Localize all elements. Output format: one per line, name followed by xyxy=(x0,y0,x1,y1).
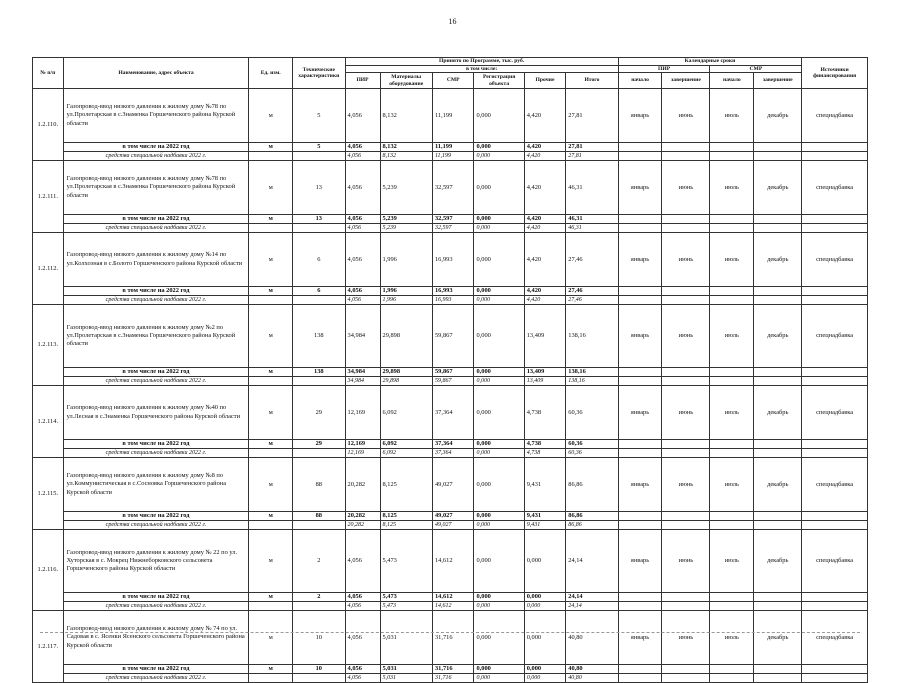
special-allowance-row xyxy=(33,521,868,530)
value-mat: 5,031 xyxy=(380,611,432,665)
total-reg: 0,000 xyxy=(474,512,524,521)
total-total: 138,16 xyxy=(566,368,618,377)
unit: м xyxy=(249,593,293,602)
value-total: 138,16 xyxy=(566,305,618,368)
value-smr: 32,597 xyxy=(432,161,474,215)
date-ps: январь xyxy=(618,89,662,143)
value-smr: 11,199 xyxy=(432,89,474,143)
value-mat: 5,473 xyxy=(380,530,432,593)
row-number: 1.2.112. xyxy=(33,233,64,305)
value-other: 0,000 xyxy=(524,530,566,593)
value-pir: 20,282 xyxy=(345,458,380,512)
value-pir: 12,169 xyxy=(345,386,380,440)
special-allowance-label: средства специальной надбавки 2022 г. xyxy=(63,296,249,305)
total-2022-row xyxy=(33,593,868,602)
value-total: 60,36 xyxy=(566,386,618,440)
header-cal-smr: СМР xyxy=(710,65,802,73)
spec-other: 4,420 xyxy=(524,152,566,161)
date-pe: июнь xyxy=(662,530,710,593)
special-allowance-label: средства специальной надбавки 2022 г. xyxy=(63,224,249,233)
value-mat: 6,092 xyxy=(380,386,432,440)
special-allowance-row xyxy=(33,152,868,161)
unit: м xyxy=(249,215,293,224)
total-reg: 0,000 xyxy=(474,287,524,296)
spec-total: 60,36 xyxy=(566,449,618,458)
spec-other: 4,738 xyxy=(524,449,566,458)
row-number: 1.2.110. xyxy=(33,89,64,161)
total-2022-label: в том числе на 2022 год xyxy=(63,593,249,602)
program-table xyxy=(32,57,868,683)
total-reg: 0,000 xyxy=(474,215,524,224)
spec-mat: 1,996 xyxy=(380,296,432,305)
spec-mat: 29,898 xyxy=(380,377,432,386)
tech: 10 xyxy=(293,611,345,665)
total-other: 9,431 xyxy=(524,512,566,521)
total-mat: 6,092 xyxy=(380,440,432,449)
funding-source: спецнадбавка xyxy=(802,386,868,440)
header-name: Наименование, адрес объекта xyxy=(63,58,249,89)
spec-pir: 12,169 xyxy=(345,449,380,458)
date-ss: июль xyxy=(710,458,754,512)
value-other: 4,738 xyxy=(524,386,566,440)
row-number: 1.2.117. xyxy=(33,611,64,683)
spec-total: 24,14 xyxy=(566,602,618,611)
value-other: 0,000 xyxy=(524,611,566,665)
value-total: 40,80 xyxy=(566,611,618,665)
unit: м xyxy=(249,368,293,377)
date-pe: июнь xyxy=(662,89,710,143)
total-other: 0,000 xyxy=(524,593,566,602)
spec-smr: 37,364 xyxy=(432,449,474,458)
special-allowance-label: средства специальной надбавки 2022 г. xyxy=(63,602,249,611)
date-pe: июнь xyxy=(662,611,710,665)
value-total: 24,14 xyxy=(566,530,618,593)
total-pir: 20,282 xyxy=(345,512,380,521)
date-ss: июль xyxy=(710,305,754,368)
spec-total: 138,16 xyxy=(566,377,618,386)
unit: м xyxy=(249,512,293,521)
spec-smr: 14,612 xyxy=(432,602,474,611)
spec-smr: 49,027 xyxy=(432,521,474,530)
date-ss: июль xyxy=(710,233,754,287)
object-row xyxy=(33,89,868,143)
funding-source: спецнадбавка xyxy=(802,611,868,665)
special-allowance-row xyxy=(33,224,868,233)
total-smr: 14,612 xyxy=(432,593,474,602)
date-ps: январь xyxy=(618,305,662,368)
value-total: 46,31 xyxy=(566,161,618,215)
funding-source: спецнадбавка xyxy=(802,305,868,368)
spec-pir: 4,056 xyxy=(345,296,380,305)
special-allowance-label: средства специальной надбавки 2022 г. xyxy=(63,521,249,530)
object-row xyxy=(33,305,868,368)
total-total: 86,86 xyxy=(566,512,618,521)
spec-pir: 4,056 xyxy=(345,224,380,233)
special-allowance-row xyxy=(33,449,868,458)
total-smr: 49,027 xyxy=(432,512,474,521)
value-mat: 8,125 xyxy=(380,458,432,512)
spec-reg: 0,000 xyxy=(474,152,524,161)
header-source: Источники финансирования xyxy=(802,58,868,89)
total-2022-row xyxy=(33,287,868,296)
total-smr: 59,867 xyxy=(432,368,474,377)
total-smr: 31,716 xyxy=(432,665,474,674)
total-reg: 0,000 xyxy=(474,593,524,602)
total-pir: 4,056 xyxy=(345,143,380,152)
spec-mat: 8,125 xyxy=(380,521,432,530)
object-name: Газопровод-ввод низкого давления к жилому дому № 74 по ул. Садовая в с. Ясенки Ясенского сельсовета Горшеченского района Курской области xyxy=(63,611,249,665)
value-smr: 31,716 xyxy=(432,611,474,665)
tech: 138 xyxy=(293,305,345,368)
value-reg: 0,000 xyxy=(474,233,524,287)
total-2022-row xyxy=(33,440,868,449)
total-2022-label: в том числе на 2022 год xyxy=(63,512,249,521)
total-smr: 32,597 xyxy=(432,215,474,224)
date-pe: июнь xyxy=(662,161,710,215)
page-number: 16 xyxy=(448,17,457,26)
funding-source: спецнадбавка xyxy=(802,458,868,512)
total-pir: 12,169 xyxy=(345,440,380,449)
tech: 6 xyxy=(293,233,345,287)
tech: 88 xyxy=(293,512,345,521)
header-pir: ПИР xyxy=(345,73,380,89)
total-total: 40,80 xyxy=(566,665,618,674)
total-mat: 8,125 xyxy=(380,512,432,521)
total-pir: 34,984 xyxy=(345,368,380,377)
date-se: декабрь xyxy=(754,305,802,368)
date-pe: июнь xyxy=(662,458,710,512)
date-se: декабрь xyxy=(754,89,802,143)
header-smr-end: завершение xyxy=(754,73,802,89)
total-2022-label: в том числе на 2022 год xyxy=(63,368,249,377)
total-reg: 0,000 xyxy=(474,665,524,674)
value-pir: 4,056 xyxy=(345,161,380,215)
total-smr: 11,199 xyxy=(432,143,474,152)
special-allowance-row xyxy=(33,296,868,305)
header-tech: Технические характеристики xyxy=(293,58,345,89)
header-including: в том числе: xyxy=(345,65,618,73)
header-cal-pir: ПИР xyxy=(618,65,710,73)
value-mat: 29,898 xyxy=(380,305,432,368)
object-name: Газопровод-ввод низкого давления к жилому дому №78 по ул.Пролетарская в с.Знаменка Горшеченского района Курской области xyxy=(63,89,249,143)
date-pe: июнь xyxy=(662,305,710,368)
total-reg: 0,000 xyxy=(474,143,524,152)
header-unit: Ед. изм. xyxy=(249,58,293,89)
total-other: 13,409 xyxy=(524,368,566,377)
spec-reg: 0,000 xyxy=(474,449,524,458)
total-2022-label: в том числе на 2022 год xyxy=(63,143,249,152)
total-mat: 1,996 xyxy=(380,287,432,296)
total-pir: 4,056 xyxy=(345,665,380,674)
tech: 138 xyxy=(293,368,345,377)
tech: 5 xyxy=(293,143,345,152)
spec-reg: 0,000 xyxy=(474,674,524,683)
object-name: Газопровод-ввод низкого давления к жилому дому № 22 по ул. Хуторская в с. Мокрец Нижнеборковского сельсовета Горшеченского района Курской области xyxy=(63,530,249,593)
unit: м xyxy=(249,89,293,143)
date-se: декабрь xyxy=(754,233,802,287)
header-funding: Принято по Программе, тыс. руб. xyxy=(345,58,618,66)
total-other: 0,000 xyxy=(524,665,566,674)
total-mat: 5,473 xyxy=(380,593,432,602)
spec-reg: 0,000 xyxy=(474,296,524,305)
total-reg: 0,000 xyxy=(474,368,524,377)
tech: 6 xyxy=(293,287,345,296)
total-total: 46,31 xyxy=(566,215,618,224)
tech: 5 xyxy=(293,89,345,143)
tech: 13 xyxy=(293,215,345,224)
total-2022-row xyxy=(33,665,868,674)
spec-mat: 5,473 xyxy=(380,602,432,611)
header-pir-start: начало xyxy=(618,73,662,89)
header-smr: СМР xyxy=(432,73,474,89)
spec-mat: 6,092 xyxy=(380,449,432,458)
date-ps: январь xyxy=(618,386,662,440)
row-number: 1.2.116. xyxy=(33,530,64,611)
date-se: декабрь xyxy=(754,458,802,512)
unit: м xyxy=(249,440,293,449)
unit: м xyxy=(249,458,293,512)
object-name: Газопровод-ввод низкого давления к жилому дому №40 по ул.Лесная в с.Знаменка Горшеченского района Курской области xyxy=(63,386,249,440)
row-number: 1.2.114. xyxy=(33,386,64,458)
total-reg: 0,000 xyxy=(474,440,524,449)
value-pir: 4,056 xyxy=(345,611,380,665)
date-ss: июль xyxy=(710,530,754,593)
total-smr: 16,993 xyxy=(432,287,474,296)
total-other: 4,420 xyxy=(524,215,566,224)
object-row xyxy=(33,611,868,665)
value-smr: 59,867 xyxy=(432,305,474,368)
spec-reg: 0,000 xyxy=(474,602,524,611)
special-allowance-label: средства специальной надбавки 2022 г. xyxy=(63,377,249,386)
header-pir-end: завершение xyxy=(662,73,710,89)
object-name: Газопровод-ввод низкого давления к жилому дому №2 по ул.Пролетарская в с.Знаменка Горшеченского района Курской области xyxy=(63,305,249,368)
value-other: 9,431 xyxy=(524,458,566,512)
object-row xyxy=(33,233,868,287)
unit: м xyxy=(249,530,293,593)
unit: м xyxy=(249,386,293,440)
spec-total: 27,46 xyxy=(566,296,618,305)
total-2022-row xyxy=(33,143,868,152)
spec-mat: 8,132 xyxy=(380,152,432,161)
total-total: 27,81 xyxy=(566,143,618,152)
value-pir: 4,056 xyxy=(345,233,380,287)
value-pir: 4,056 xyxy=(345,530,380,593)
value-pir: 4,056 xyxy=(345,89,380,143)
spec-pir: 4,056 xyxy=(345,152,380,161)
total-smr: 37,364 xyxy=(432,440,474,449)
special-allowance-row xyxy=(33,674,868,683)
object-name: Газопровод-ввод низкого давления к жилому дому №8 по ул.Коммунистическая в с.Сосновка Горшеченского района Курской области xyxy=(63,458,249,512)
spec-other: 0,000 xyxy=(524,674,566,683)
object-row xyxy=(33,458,868,512)
date-se: декабрь xyxy=(754,161,802,215)
total-pir: 4,056 xyxy=(345,593,380,602)
object-name: Газопровод-ввод низкого давления к жилому дому №78 по ул.Пролетарская в с.Знаменка Горшеченского района Курской области xyxy=(63,161,249,215)
tech: 29 xyxy=(293,386,345,440)
value-reg: 0,000 xyxy=(474,611,524,665)
row-number: 1.2.115. xyxy=(33,458,64,530)
total-total: 60,36 xyxy=(566,440,618,449)
total-mat: 5,239 xyxy=(380,215,432,224)
tech: 88 xyxy=(293,458,345,512)
date-se: декабрь xyxy=(754,386,802,440)
date-ps: январь xyxy=(618,458,662,512)
total-total: 24,14 xyxy=(566,593,618,602)
funding-source: спецнадбавка xyxy=(802,89,868,143)
tech: 2 xyxy=(293,530,345,593)
tech: 10 xyxy=(293,665,345,674)
unit: м xyxy=(249,161,293,215)
total-total: 27,46 xyxy=(566,287,618,296)
date-ss: июль xyxy=(710,611,754,665)
date-se: декабрь xyxy=(754,611,802,665)
total-mat: 29,898 xyxy=(380,368,432,377)
total-2022-label: в том числе на 2022 год xyxy=(63,215,249,224)
spec-smr: 32,597 xyxy=(432,224,474,233)
spec-reg: 0,000 xyxy=(474,521,524,530)
value-reg: 0,000 xyxy=(474,386,524,440)
header-total: Итого xyxy=(566,73,618,89)
spec-other: 9,431 xyxy=(524,521,566,530)
object-row xyxy=(33,161,868,215)
total-other: 4,420 xyxy=(524,143,566,152)
value-mat: 8,132 xyxy=(380,89,432,143)
funding-source: спецнадбавка xyxy=(802,233,868,287)
spec-smr: 59,867 xyxy=(432,377,474,386)
total-2022-row xyxy=(33,512,868,521)
special-allowance-row xyxy=(33,602,868,611)
funding-source: спецнадбавка xyxy=(802,530,868,593)
spec-pir: 20,282 xyxy=(345,521,380,530)
value-reg: 0,000 xyxy=(474,305,524,368)
spec-mat: 5,031 xyxy=(380,674,432,683)
unit: м xyxy=(249,287,293,296)
total-2022-label: в том числе на 2022 год xyxy=(63,287,249,296)
value-smr: 49,027 xyxy=(432,458,474,512)
date-pe: июнь xyxy=(662,386,710,440)
date-ss: июль xyxy=(710,386,754,440)
spec-reg: 0,000 xyxy=(474,377,524,386)
spec-other: 0,000 xyxy=(524,602,566,611)
object-row xyxy=(33,386,868,440)
funding-source: спецнадбавка xyxy=(802,161,868,215)
total-pir: 4,056 xyxy=(345,287,380,296)
spec-total: 86,86 xyxy=(566,521,618,530)
unit: м xyxy=(249,665,293,674)
spec-smr: 16,993 xyxy=(432,296,474,305)
bottom-border-line xyxy=(40,632,860,633)
special-allowance-label: средства специальной надбавки 2022 г. xyxy=(63,449,249,458)
special-allowance-row xyxy=(33,377,868,386)
tech: 2 xyxy=(293,593,345,602)
value-smr: 14,612 xyxy=(432,530,474,593)
total-2022-label: в том числе на 2022 год xyxy=(63,665,249,674)
unit: м xyxy=(249,305,293,368)
value-reg: 0,000 xyxy=(474,458,524,512)
total-mat: 5,031 xyxy=(380,665,432,674)
value-other: 13,409 xyxy=(524,305,566,368)
header-smr-start: начало xyxy=(710,73,754,89)
total-other: 4,420 xyxy=(524,287,566,296)
value-total: 86,86 xyxy=(566,458,618,512)
date-pe: июнь xyxy=(662,233,710,287)
date-ps: январь xyxy=(618,530,662,593)
unit: м xyxy=(249,233,293,287)
header-reg: Регистрация объекта xyxy=(474,73,524,89)
value-smr: 16,993 xyxy=(432,233,474,287)
header-mat: Материалы оборудование xyxy=(380,73,432,89)
value-other: 4,420 xyxy=(524,89,566,143)
total-mat: 8,132 xyxy=(380,143,432,152)
value-reg: 0,000 xyxy=(474,89,524,143)
unit: м xyxy=(249,143,293,152)
object-name: Газопровод-ввод низкого давления к жилому дому №14 по ул.Колхозная в с.Болото Горшеченского района Курской области xyxy=(63,233,249,287)
date-ps: январь xyxy=(618,233,662,287)
header-num: № п/п xyxy=(33,58,64,89)
spec-total: 46,31 xyxy=(566,224,618,233)
object-row xyxy=(33,530,868,593)
value-pir: 34,984 xyxy=(345,305,380,368)
total-2022-label: в том числе на 2022 год xyxy=(63,440,249,449)
value-reg: 0,000 xyxy=(474,530,524,593)
value-other: 4,420 xyxy=(524,161,566,215)
special-allowance-label: средства специальной надбавки 2022 г. xyxy=(63,674,249,683)
spec-reg: 0,000 xyxy=(474,224,524,233)
row-number: 1.2.113. xyxy=(33,305,64,386)
total-other: 4,738 xyxy=(524,440,566,449)
value-smr: 37,364 xyxy=(432,386,474,440)
spec-smr: 11,199 xyxy=(432,152,474,161)
spec-other: 4,420 xyxy=(524,296,566,305)
unit: м xyxy=(249,611,293,665)
tech: 13 xyxy=(293,161,345,215)
special-allowance-label: средства специальной надбавки 2022 г. xyxy=(63,152,249,161)
spec-other: 13,409 xyxy=(524,377,566,386)
spec-pir: 4,056 xyxy=(345,602,380,611)
spec-pir: 34,984 xyxy=(345,377,380,386)
value-mat: 1,996 xyxy=(380,233,432,287)
value-total: 27,81 xyxy=(566,89,618,143)
header-other: Прочие xyxy=(524,73,566,89)
value-total: 27,46 xyxy=(566,233,618,287)
spec-total: 40,80 xyxy=(566,674,618,683)
date-ps: январь xyxy=(618,161,662,215)
spec-total: 27,81 xyxy=(566,152,618,161)
spec-smr: 31,716 xyxy=(432,674,474,683)
value-reg: 0,000 xyxy=(474,161,524,215)
spec-pir: 4,056 xyxy=(345,674,380,683)
date-se: декабрь xyxy=(754,530,802,593)
value-other: 4,420 xyxy=(524,233,566,287)
tech: 29 xyxy=(293,440,345,449)
row-number: 1.2.111. xyxy=(33,161,64,233)
spec-other: 4,420 xyxy=(524,224,566,233)
date-ss: июль xyxy=(710,161,754,215)
header-calendar: Календарные сроки xyxy=(618,58,802,66)
date-ss: июль xyxy=(710,89,754,143)
total-2022-row xyxy=(33,215,868,224)
total-pir: 4,056 xyxy=(345,215,380,224)
date-ps: январь xyxy=(618,611,662,665)
value-mat: 5,239 xyxy=(380,161,432,215)
total-2022-row xyxy=(33,368,868,377)
spec-mat: 5,239 xyxy=(380,224,432,233)
